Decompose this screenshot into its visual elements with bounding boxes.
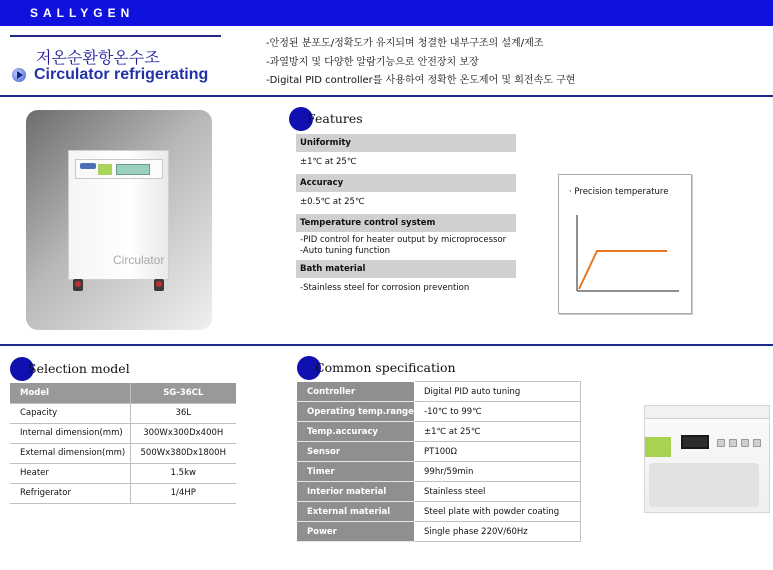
spec-value: Stainless steel (415, 482, 581, 502)
play-arrow-icon (12, 68, 26, 82)
table-header-row (10, 383, 236, 403)
spec-label: Sensor (297, 442, 415, 462)
table-row (297, 442, 581, 462)
brand-bar (0, 0, 773, 26)
table-row (10, 443, 236, 463)
wheel-icon (154, 279, 164, 291)
table-row (10, 403, 236, 423)
table-row (10, 463, 236, 483)
graph-title: · Precision temperature (569, 187, 669, 197)
button-icon (741, 439, 749, 447)
spec-label: Temp.accuracy (297, 422, 415, 442)
temperature-line (579, 251, 667, 289)
common-spec-heading (297, 356, 467, 380)
product-title-english: Circulator refrigerating (34, 66, 209, 83)
table-header-value: SG-36CL (130, 383, 236, 403)
feature-label: Accuracy (296, 174, 516, 192)
feature-value-line: -PID control for heater output by microprocessor (300, 235, 507, 245)
row-value: 500Wx380Dx1800H (130, 443, 236, 463)
row-value: 36L (130, 403, 236, 423)
button-icon (729, 439, 737, 447)
feature-value-line: -Auto tuning function (300, 246, 390, 256)
common-spec-title: Common specification (315, 360, 456, 375)
table-row (297, 482, 581, 502)
display-icon (116, 164, 150, 175)
circulator-cabinet (68, 150, 169, 280)
feature-label: Temperature control system (296, 214, 516, 232)
table-row (10, 423, 236, 443)
row-value: 1/4HP (130, 483, 236, 503)
precision-graph (558, 174, 692, 314)
logo-icon (80, 163, 96, 169)
button-icon (753, 439, 761, 447)
description-line-2: -과열방지 및 다양한 알람기능으로 안전장치 보장 (266, 57, 479, 68)
indicator-icon (98, 164, 112, 175)
spec-label: Controller (297, 382, 415, 402)
row-label: Capacity (10, 403, 130, 423)
spec-label: Interior material (297, 482, 415, 502)
cabinet-label: Circulator (113, 253, 165, 267)
row-label: Refrigerator (10, 483, 130, 503)
spec-label: Timer (297, 462, 415, 482)
spec-value: ±1℃ at 25℃ (415, 422, 581, 442)
feature-value: -Stainless steel for corrosion prevention (300, 283, 470, 293)
display-icon (681, 435, 709, 449)
row-label: External dimension(mm) (10, 443, 130, 463)
feature-value (296, 232, 516, 260)
feature-label: Bath material (296, 260, 516, 278)
wheel-icon (73, 279, 83, 291)
indicator-icon (645, 437, 671, 457)
row-label: Internal dimension(mm) (10, 423, 130, 443)
control-panel-photo (644, 405, 770, 513)
selection-title: Selection model (28, 361, 130, 376)
row-value: 300Wx300Dx400H (130, 423, 236, 443)
spec-value: -10℃ to 99℃ (415, 402, 581, 422)
product-title-korean: 저온순환항온수조 (36, 48, 160, 67)
title-underline (10, 35, 221, 37)
control-panel (75, 159, 163, 179)
features-title: Features (307, 111, 363, 126)
spec-label: Operating temp.range (297, 402, 415, 422)
selection-table (10, 383, 236, 504)
table-row (297, 462, 581, 482)
section-divider-top (0, 95, 773, 97)
section-divider-bottom (0, 344, 773, 346)
spec-value: PT100Ω (415, 442, 581, 462)
spec-value: 99hr/59min (415, 462, 581, 482)
table-row (297, 382, 581, 402)
table-header-label: Model (10, 383, 130, 403)
spec-label: Power (297, 522, 415, 542)
spec-value: Steel plate with powder coating (415, 502, 581, 522)
table-row (10, 483, 236, 503)
feature-label: Uniformity (296, 134, 516, 152)
panel-shade (649, 463, 759, 507)
features-heading (289, 107, 409, 131)
product-image (26, 110, 212, 330)
row-value: 1.5kw (130, 463, 236, 483)
button-icon (717, 439, 725, 447)
table-row (297, 402, 581, 422)
panel-face (645, 418, 770, 513)
spec-value: Digital PID auto tuning (415, 382, 581, 402)
spec-label: External material (297, 502, 415, 522)
common-spec-table (296, 381, 581, 542)
description-line-3: -Digital PID controller를 사용하여 정확한 온도제어 및 회전속도 구현 (266, 75, 576, 86)
spec-value: Single phase 220V/60Hz (415, 522, 581, 542)
feature-value: ±1℃ at 25℃ (300, 157, 357, 167)
table-row (297, 522, 581, 542)
table-row (297, 422, 581, 442)
row-label: Heater (10, 463, 130, 483)
brand-name: SALLYGEN (30, 6, 135, 20)
feature-value: ±0.5℃ at 25℃ (300, 197, 365, 207)
graph-svg (559, 175, 693, 315)
description-line-1: -안정된 분포도/정확도가 유지되며 청결한 내부구조의 설계/제조 (266, 38, 544, 49)
selection-heading (10, 357, 150, 381)
table-row (297, 502, 581, 522)
features-list (296, 134, 516, 300)
